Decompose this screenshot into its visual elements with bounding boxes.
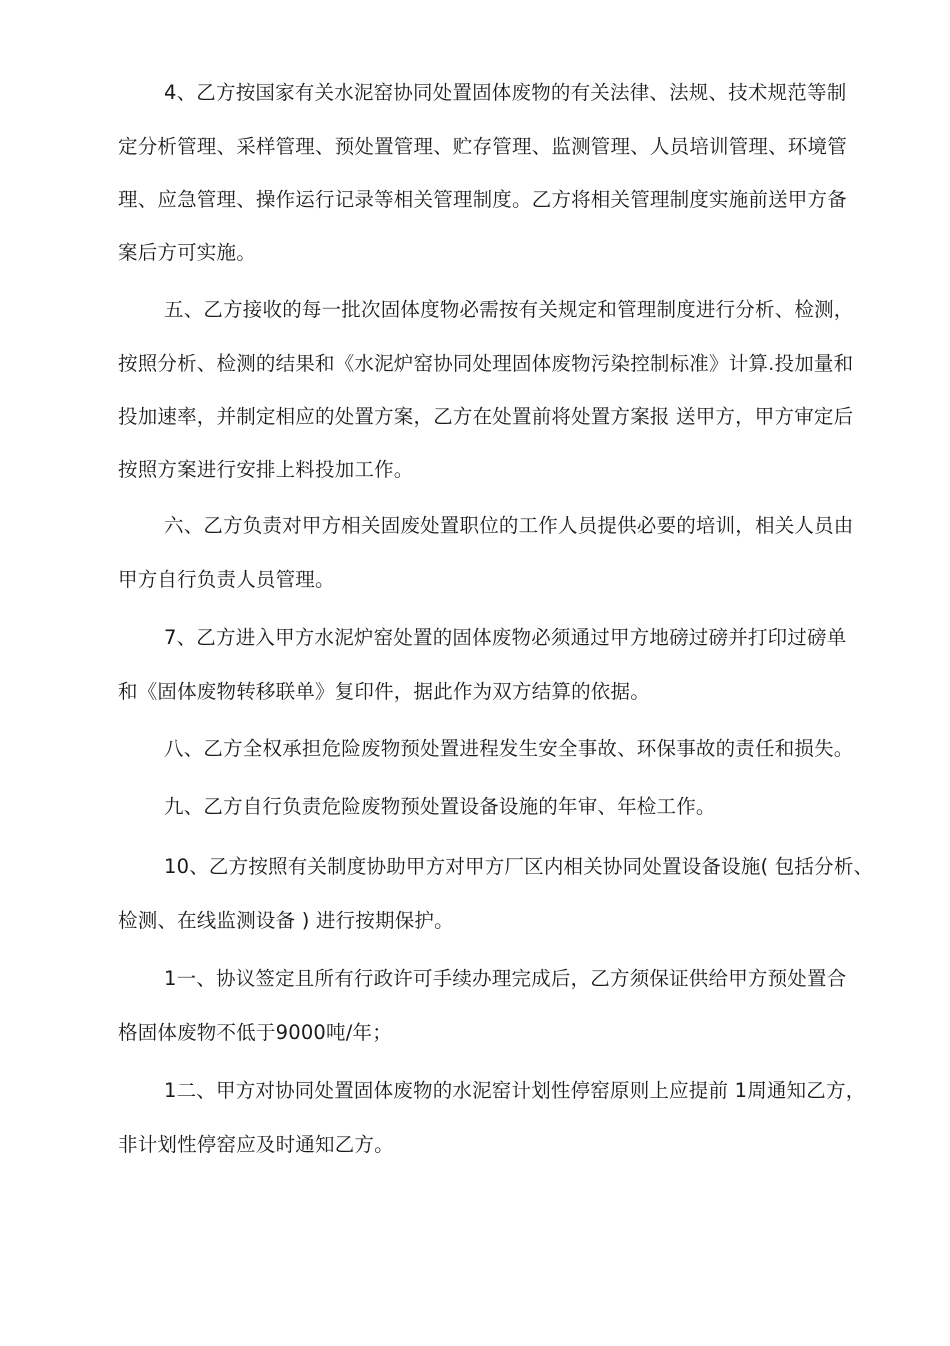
- paragraph-line: 定分析管理、采样管理、预处置管理、贮存管理、监测管理、人员培训管理、环境管: [118, 135, 847, 158]
- paragraph-line: 理、应急管理、操作运行记录等相关管理制度。乙方将相关管理制度实施前送甲方备: [118, 188, 847, 211]
- paragraph-line: 10、乙方按照有关制度协助甲方对甲方厂区内相关协同处置设备设施( 包括分析、: [164, 855, 874, 878]
- paragraph-line: 和《固体废物转移联单》复印件，据此作为双方结算的依据。: [118, 680, 650, 703]
- paragraph-line: 五、乙方接收的每一批次固体度物必需按有关规定和管理制度进行分析、检测，: [164, 298, 854, 321]
- paragraph-line: 1二、甲方对协同处置固体废物的水泥窑计划性停窑原则上应提前 1周通知乙方，: [164, 1079, 866, 1102]
- paragraph-line: 六、乙方负责对甲方相关固废处置职位的工作人员提供必要的培训，相关人员由: [164, 514, 854, 537]
- paragraph-line: 按照分析、检测的结果和《水泥炉窑协同处理固体废物污染控制标准》计算.投加量和: [118, 352, 854, 375]
- paragraph-line: 案后方可实施。: [118, 241, 256, 264]
- paragraph-line: 九、乙方自行负责危险废物预处置设备设施的年审、年检工作。: [164, 795, 716, 818]
- paragraph-line: 格固体废物不低于9000吨/年；: [118, 1021, 392, 1044]
- paragraph-line: 检测、在线监测设备 ) 进行按期保护。: [118, 909, 454, 932]
- paragraph-line: 非计划性停窑应及时通知乙方。: [118, 1133, 394, 1156]
- paragraph-line: 八、乙方全权承担危险废物预处置进程发生安全事故、环保事故的责任和损失。: [164, 737, 854, 760]
- paragraph-line: 1一、协议签定且所有行政许可手续办理完成后，乙方须保证供给甲方预处置合: [164, 967, 847, 990]
- paragraph-line: 投加速率，并制定相应的处置方案，乙方在处置前将处置方案报 送甲方，甲方审定后: [118, 405, 854, 428]
- paragraph-line: 甲方自行负责人员管理。: [118, 568, 335, 591]
- paragraph-line: 7、乙方进入甲方水泥炉窑处置的固体废物必须通过甲方地磅过磅并打印过磅单: [164, 626, 847, 649]
- paragraph-line: 按照方案进行安排上料投加工作。: [118, 458, 414, 481]
- paragraph-line: 4、乙方按国家有关水泥窑协同处置固体废物的有关法律、法规、技术规范等制: [164, 81, 847, 104]
